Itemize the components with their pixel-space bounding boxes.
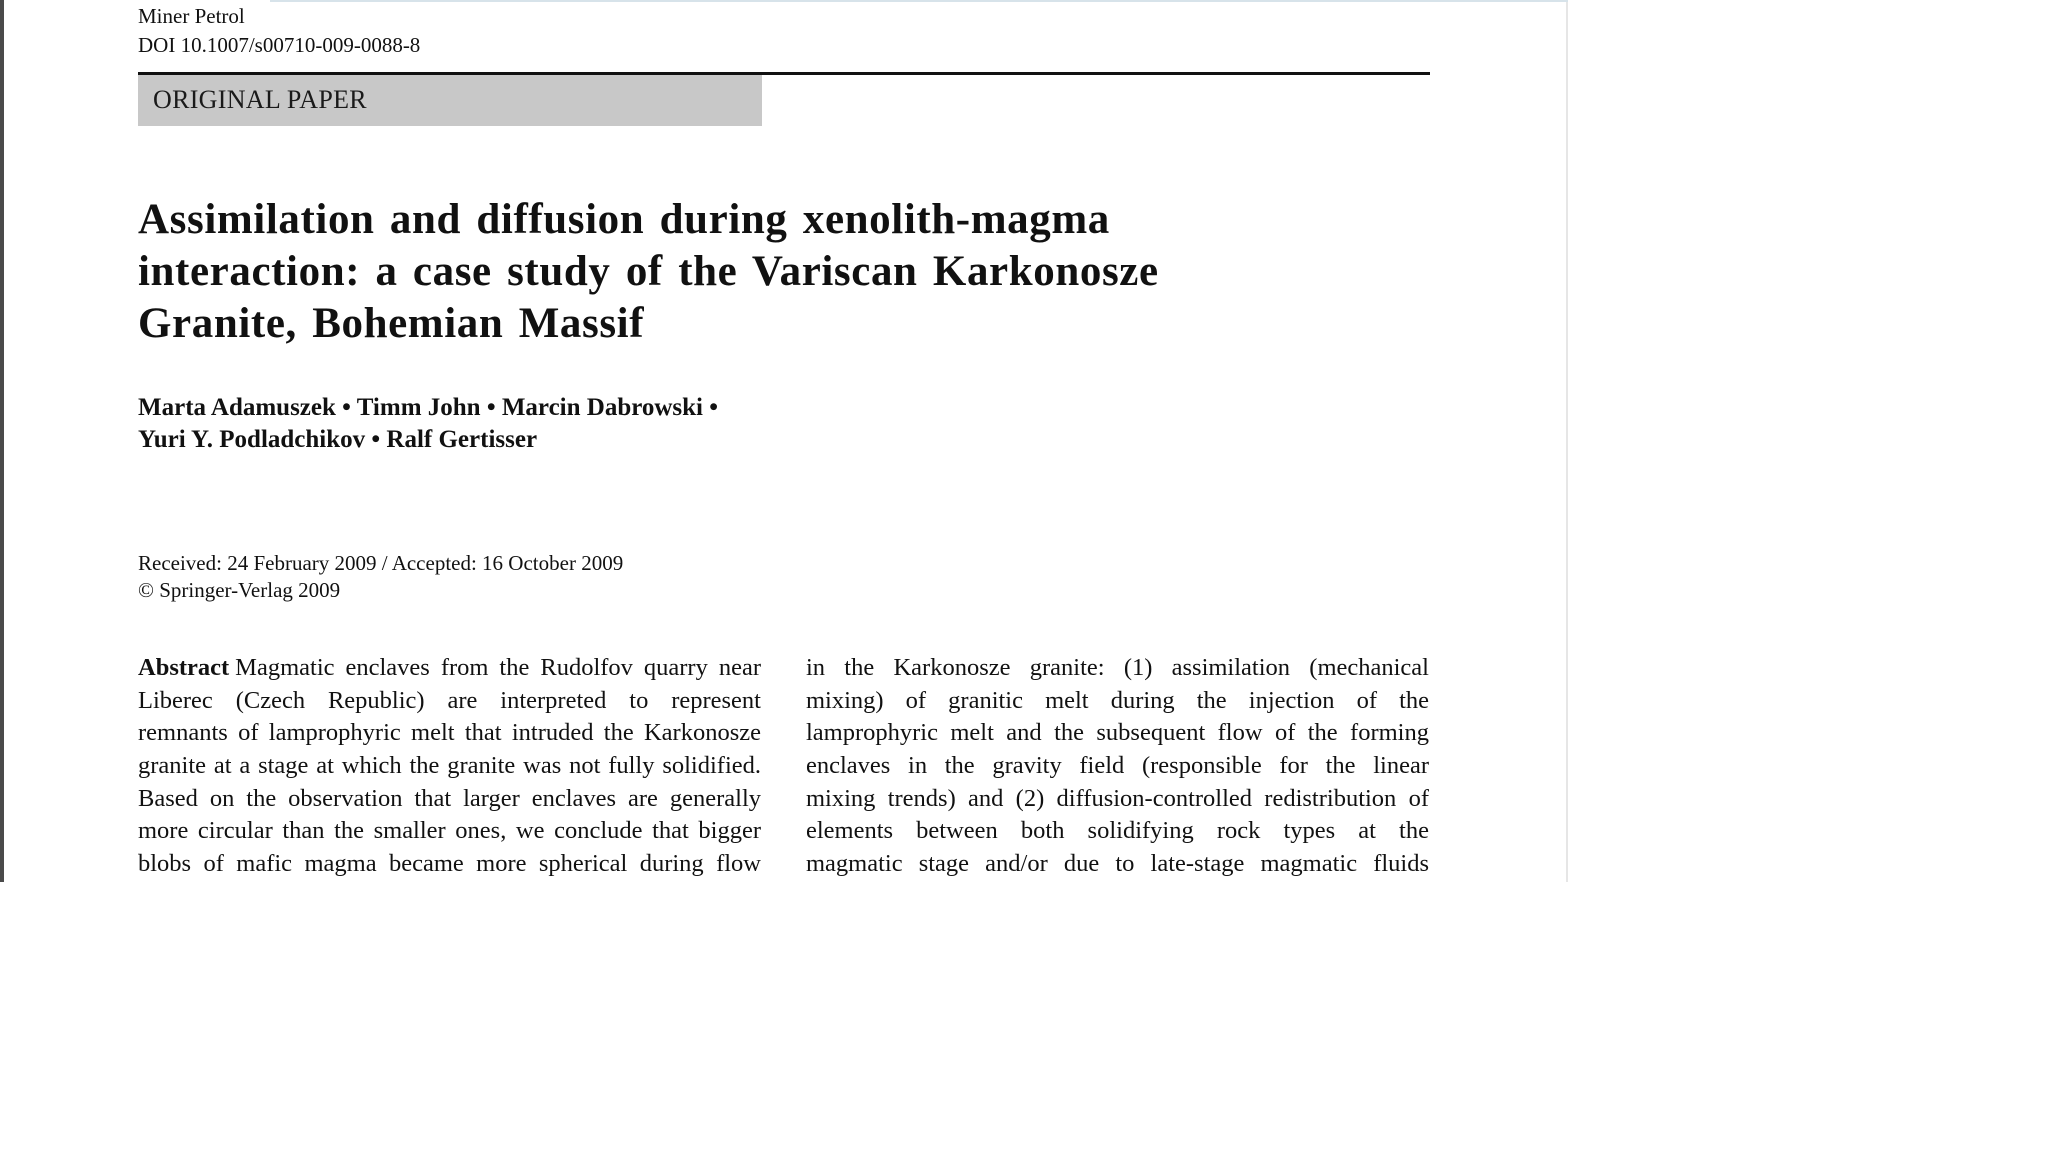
title-line: Granite, Bohemian Massif [138, 300, 645, 347]
abstract-line: Based on the observation that larger enclaves are generally [138, 784, 761, 812]
author-line: Marta Adamuszek • Timm John • Marcin Dabrowski • [138, 394, 719, 421]
received-accepted-dates: Received: 24 February 2009 / Accepted: 16 October 2009 [138, 551, 624, 575]
abstract-line: enclaves in the gravity field (responsible for the linear [806, 752, 1429, 780]
abstract-heading: Abstract [138, 654, 230, 681]
abstract-line: magmatic stage and/or due to late-stage magmatic fluids [806, 850, 1429, 878]
paper-title [138, 194, 1238, 350]
abstract-line: blobs of mafic magma became more spherical during flow [138, 850, 761, 878]
abstract-line [138, 652, 761, 685]
author-line: Yuri Y. Podladchikov • Ralf Gertisser [138, 426, 538, 453]
abstract-line: mixing) of granitic melt during the injection of the [806, 686, 1429, 714]
abstract-line: more circular than the smaller ones, we conclude that bigger [138, 817, 761, 845]
abstract-text: Magmatic enclaves from the Rudolfov quarry near [235, 654, 761, 681]
abstract-line: granite at a stage at which the granite was not fully solidified. [138, 752, 761, 780]
title-line: interaction: a case study of the Variscan Karkonosze [138, 248, 1159, 295]
abstract-line: in the Karkonosze granite: (1) assimilation (mechanical [806, 654, 1429, 681]
abstract-line: lamprophyric melt and the subsequent flow of the forming [806, 719, 1429, 747]
article-type-banner [138, 75, 762, 126]
abstract-left-column [138, 652, 761, 881]
author-list [138, 392, 718, 456]
copyright-notice: © Springer-Verlag 2009 [138, 578, 341, 602]
doi[interactable]: DOI 10.1007/s00710-009-0088-8 [138, 33, 421, 57]
abstract-line: Liberec (Czech Republic) are interpreted to represent [138, 686, 761, 714]
title-line: Assimilation and diffusion during xenolith-magma [138, 196, 1110, 243]
abstract-right-column [806, 652, 1429, 881]
article-type-label: ORIGINAL PAPER [153, 85, 367, 114]
abstract-line: remnants of lamprophyric melt that intruded the Karkonosze [138, 719, 761, 747]
abstract-line: elements between both solidifying rock types at the [806, 817, 1429, 845]
abstract-line: mixing trends) and (2) diffusion-controlled redistribution of [806, 784, 1429, 812]
journal-name: Miner Petrol [138, 4, 245, 28]
